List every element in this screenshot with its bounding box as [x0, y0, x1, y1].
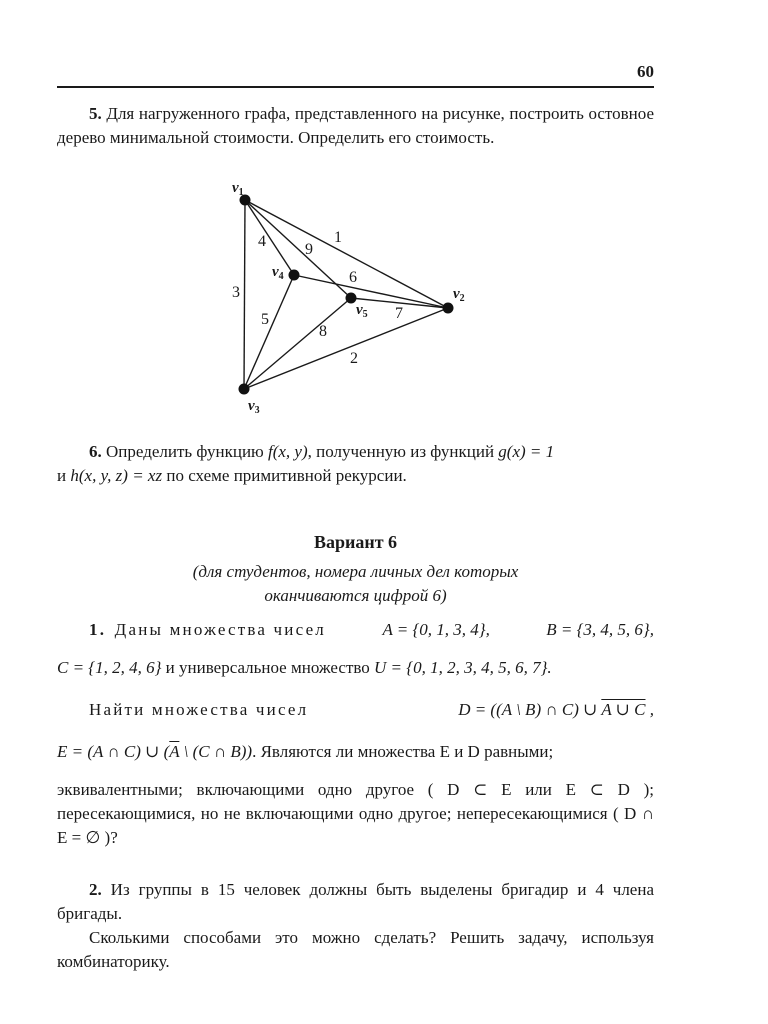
vertex-label-v5: $v_5$ — [356, 302, 368, 320]
vertex-label-v3: $v_3$ — [248, 398, 260, 416]
task-6-func-h: h(x, y, z) = xz — [70, 466, 163, 485]
task-1-line-4 — [57, 740, 654, 764]
edge-weight-v1-v2: 1 — [334, 229, 342, 246]
task-6-text-b: , полученную из функций — [307, 442, 499, 461]
edge-weight-v3-v2: 2 — [350, 350, 358, 367]
question-a: . Являются ли множества E и D равными; — [252, 742, 554, 761]
set-u: U = {0, 1, 2, 3, 4, 5, 6, 7}. — [374, 658, 552, 677]
edge-weight-v1-v3: 3 — [232, 284, 240, 301]
graph-edges — [244, 200, 448, 389]
task-6-text-c: и — [57, 466, 71, 485]
edge-weight-v5-v3: 8 — [319, 323, 327, 340]
edge-weight-v4-v3: 5 — [261, 311, 269, 328]
variant-title: Вариант 6 — [313, 532, 398, 552]
task-5-text: Для нагруженного графа, представленного на рисунке, построить остовное дерево минимальной стоимости. Определить его стоимость. — [57, 104, 654, 147]
task-6-func-g: g(x) = 1 — [498, 442, 555, 461]
task-1-line-3 — [57, 698, 654, 722]
vertex-label-v4: $v_4$ — [272, 264, 284, 282]
task-6-text-d: по схеме примитивной рекурсии. — [162, 466, 407, 485]
graph-edge-weights — [232, 229, 403, 367]
task-1-line-2 — [57, 656, 654, 680]
universal-text: и универсальное множество — [161, 658, 375, 677]
edge-weight-v1-v5: 9 — [305, 241, 313, 258]
vertex-v4 — [289, 270, 300, 281]
task-2-paragraph — [57, 878, 654, 926]
set-e: E = (A ∩ C) ∪ ($\overline{A}$ \ (C ∩ B)) — [57, 742, 253, 761]
set-a: A = {0, 1, 3, 4}, — [382, 620, 490, 639]
vertex-label-v2: $v_2$ — [453, 286, 465, 304]
task-6-paragraph — [57, 440, 654, 488]
vertex-label-v1: $v_1$ — [232, 180, 244, 198]
vertex-v2 — [443, 303, 454, 314]
vertex-v5 — [346, 293, 357, 304]
variant-subtitle-line-2: оканчиваются цифрой 6) — [264, 586, 447, 605]
task-6-func-f: f(x, y) — [268, 442, 308, 461]
task-1-number: 1. — [89, 620, 107, 639]
set-b: B = {3, 4, 5, 6}, — [546, 620, 654, 639]
edge-v1-v3 — [244, 200, 245, 389]
edge-weight-v5-v2: 7 — [395, 305, 403, 322]
task-6-text-a: Определить функцию — [101, 442, 268, 461]
task-5-number: 5. — [89, 104, 102, 123]
find-text: Найти множества чисел — [89, 700, 309, 719]
edge-weight-v1-v4: 4 — [258, 233, 266, 250]
task-1-lead: Даны множества чисел — [114, 620, 326, 639]
edge-v4-v2 — [294, 275, 448, 308]
edge-v1-v4 — [245, 200, 294, 275]
set-c: C = {1, 2, 4, 6} — [57, 658, 162, 677]
task-2-number: 2. — [89, 880, 102, 899]
task-6-number: 6. — [89, 442, 102, 461]
set-d: D = ((A \ B) ∩ C) ∪ A ∪ C , — [458, 700, 654, 719]
edge-v1-v2 — [245, 200, 448, 308]
edge-weight-v4-v2: 6 — [349, 269, 357, 286]
task-2-text-1: Из группы в 15 человек должны быть выделены бригадир и 4 члена бригады. — [57, 880, 654, 923]
page-number: 60 — [637, 62, 654, 81]
vertex-v3 — [239, 384, 250, 395]
task-1-question: эквивалентными; включающими одно другое ( D ⊂ E или E ⊂ D ); пересекающимися, но не включающими одно другое; непересекающимися ( D ∩ E = ∅ )? — [57, 780, 654, 847]
task-1-line-1 — [57, 618, 654, 642]
variant-subtitle-line-1: (для студентов, номера личных дел которых — [192, 562, 519, 581]
task-2-question: Сколькими способами это можно сделать? Решить задачу, используя комбинаторику. — [57, 928, 654, 971]
